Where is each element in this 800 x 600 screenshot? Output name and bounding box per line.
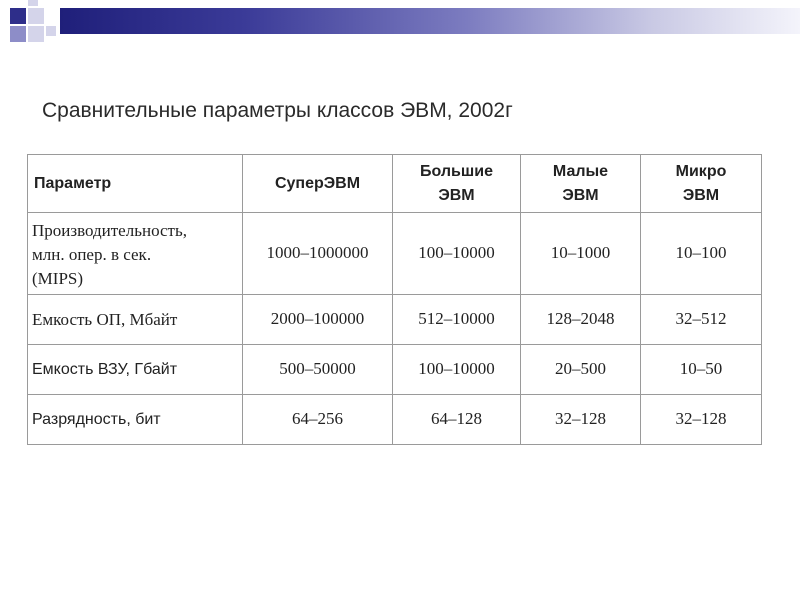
comparison-table	[27, 154, 762, 445]
cell-super: 2000–100000	[243, 295, 393, 345]
decor-square	[28, 8, 44, 24]
row-label-line1: Производительность,	[32, 221, 187, 240]
header-small-line2: ЭВМ	[562, 186, 599, 204]
cell-super: 64–256	[243, 395, 393, 445]
header-small-line1: Малые	[552, 162, 609, 180]
cell-small: 128–2048	[521, 295, 641, 345]
header-super: СуперЭВМ	[243, 155, 393, 213]
decorative-header-band	[0, 0, 800, 46]
cell-micro: 32–512	[641, 295, 762, 345]
header-micro-line2: ЭВМ	[682, 186, 720, 204]
row-label: Разрядность, бит	[28, 395, 243, 445]
cell-large: 512–10000	[393, 295, 521, 345]
header-micro	[641, 155, 762, 213]
decor-square	[10, 26, 26, 42]
table-row	[28, 213, 762, 295]
decor-square	[28, 26, 44, 42]
row-label: Емкость ВЗУ, Гбайт	[28, 345, 243, 395]
cell-small: 20–500	[521, 345, 641, 395]
cell-super: 1000–1000000	[243, 213, 393, 295]
cell-micro: 32–128	[641, 395, 762, 445]
slide-title: Сравнительные параметры классов ЭВМ, 2002г	[42, 99, 513, 122]
header-small	[521, 155, 641, 213]
table-row	[28, 295, 762, 345]
cell-micro: 10–50	[641, 345, 762, 395]
cell-micro: 10–100	[641, 213, 762, 295]
table-row	[28, 345, 762, 395]
row-label: Емкость ОП, Мбайт	[28, 295, 243, 345]
header-large	[393, 155, 521, 213]
cell-large: 100–10000	[393, 213, 521, 295]
header-gradient-bar	[60, 8, 800, 34]
header-large-line2: ЭВМ	[438, 186, 475, 204]
cell-super: 500–50000	[243, 345, 393, 395]
header-param: Параметр	[28, 155, 243, 213]
row-label	[28, 213, 243, 295]
table-header-row	[28, 155, 762, 213]
cell-small: 10–1000	[521, 213, 641, 295]
decor-square	[46, 26, 56, 36]
table-row	[28, 395, 762, 445]
cell-large: 100–10000	[393, 345, 521, 395]
decor-square	[28, 0, 38, 6]
cell-small: 32–128	[521, 395, 641, 445]
row-label-line3: (MIPS)	[32, 269, 84, 288]
cell-large: 64–128	[393, 395, 521, 445]
header-large-line1: Большие	[420, 162, 493, 180]
row-label-line2: млн. опер. в сек.	[32, 245, 152, 264]
decor-square	[10, 8, 26, 24]
header-micro-line1: Микро	[675, 162, 727, 180]
